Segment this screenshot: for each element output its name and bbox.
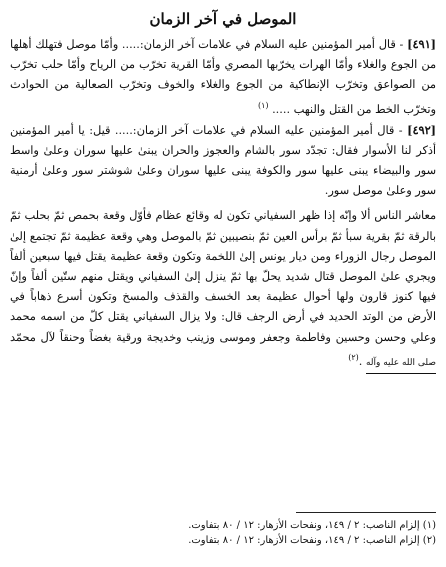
salawat-seal: صلى الله عليه وآله [366, 353, 436, 374]
paragraph-sufyani [10, 206, 436, 373]
footnote-ref-2[interactable]: (٢) [348, 352, 359, 362]
page-title: الموصل في آخر الزمان [149, 10, 297, 28]
paragraph-492 [10, 120, 436, 202]
footnote-ref-1[interactable]: (١) [257, 100, 269, 110]
hadith-text-492: - قال أمير المؤمنين عليه السلام في علامات آخر الزمان:..... قيل: يا أمير المؤمنين أذكر لنا الأسوار فقال: تجدّد سور بالشام والعجوز والحران يبنىٰ عليها سوران وعلىٰ واسط سور والبيضاء يبنى عليها سور والكوفة يبنى عليها سوران وعلىٰ شوشتر سور وعلىٰ أرمنية سور وعلىٰ موصل سور. [10, 123, 436, 198]
paragraph-sufyani-tail: . [358, 354, 366, 368]
footnote-2: (٢) إلزام الناصب: ٢ / ١٤٩، ونفحات الأزهار: ١٢ / ٨٠ بتفاوت. [188, 535, 436, 546]
paragraph-491 [10, 34, 436, 120]
hadith-number-492: [٤٩٢] [407, 122, 436, 137]
hadith-number-491: [٤٩١] [407, 37, 436, 51]
footnotes [10, 518, 436, 548]
footnote-1: (١) إلزام الناصب: ٢ / ١٤٩، ونفحات الأزهار: ١٢ / ٨٠ بتفاوت. [188, 520, 436, 531]
hadith-text-491: - قال أمير المؤمنين عليه السلام في علامات آخر الزمان:..... وأمّا موصل فتهلك أهلها من الجوع والغلاء وأمّا الهرات يخرّبها المصري وأمّا القرية تخرّب من الرياح وأمّا حلب تخرّب من الصواعق وتخرّب الإنطاكية من الجوع والغلاء والخوف وتخرّب الصعالية من الحوادث وتخرّب الخط من القتل والنهب ..... [10, 38, 436, 116]
footnote-divider [296, 512, 436, 513]
paragraph-sufyani-text: معاشر الناس ألا وإنّه إذا ظهر السفياني تكون له وقائع عظام فأوّل وقعة بحمص ثمّ بحلب ثمّ بالرقة ثمّ بقرية سبأ ثمّ برأس العين ثمّ بنصيبين ثمّ بالموصل وهي وقعة عظيمة ثمّ تجتمع إلىٰ الموصل رجال الزوراء ومن ديار يونس إلىٰ اللخمة وتكون وقعة عظيمة يقتل فيها سبعين ألفاً ويجري علىٰ الموصل قتال شديد يحلّ بها ثمّ ينزل إلىٰ السفياني ويقتل منهم ستّين ألفاً وإنّ فيها كنوز قارون ولها أحوال عظيمة بعد الخسف والقذف والمسخ وتكون أسرع ذهاباً في الأرض من الوتد الحديد في أرض الرجف قال: ولا يزال السفياني يقتل كلّ من اسمه محمد وعلي وحسن وحسين وفاطمة وجعفر وموسى وزينب وخديجة ورقية بغضاً وحنقاً لآل محمّد [10, 209, 436, 344]
